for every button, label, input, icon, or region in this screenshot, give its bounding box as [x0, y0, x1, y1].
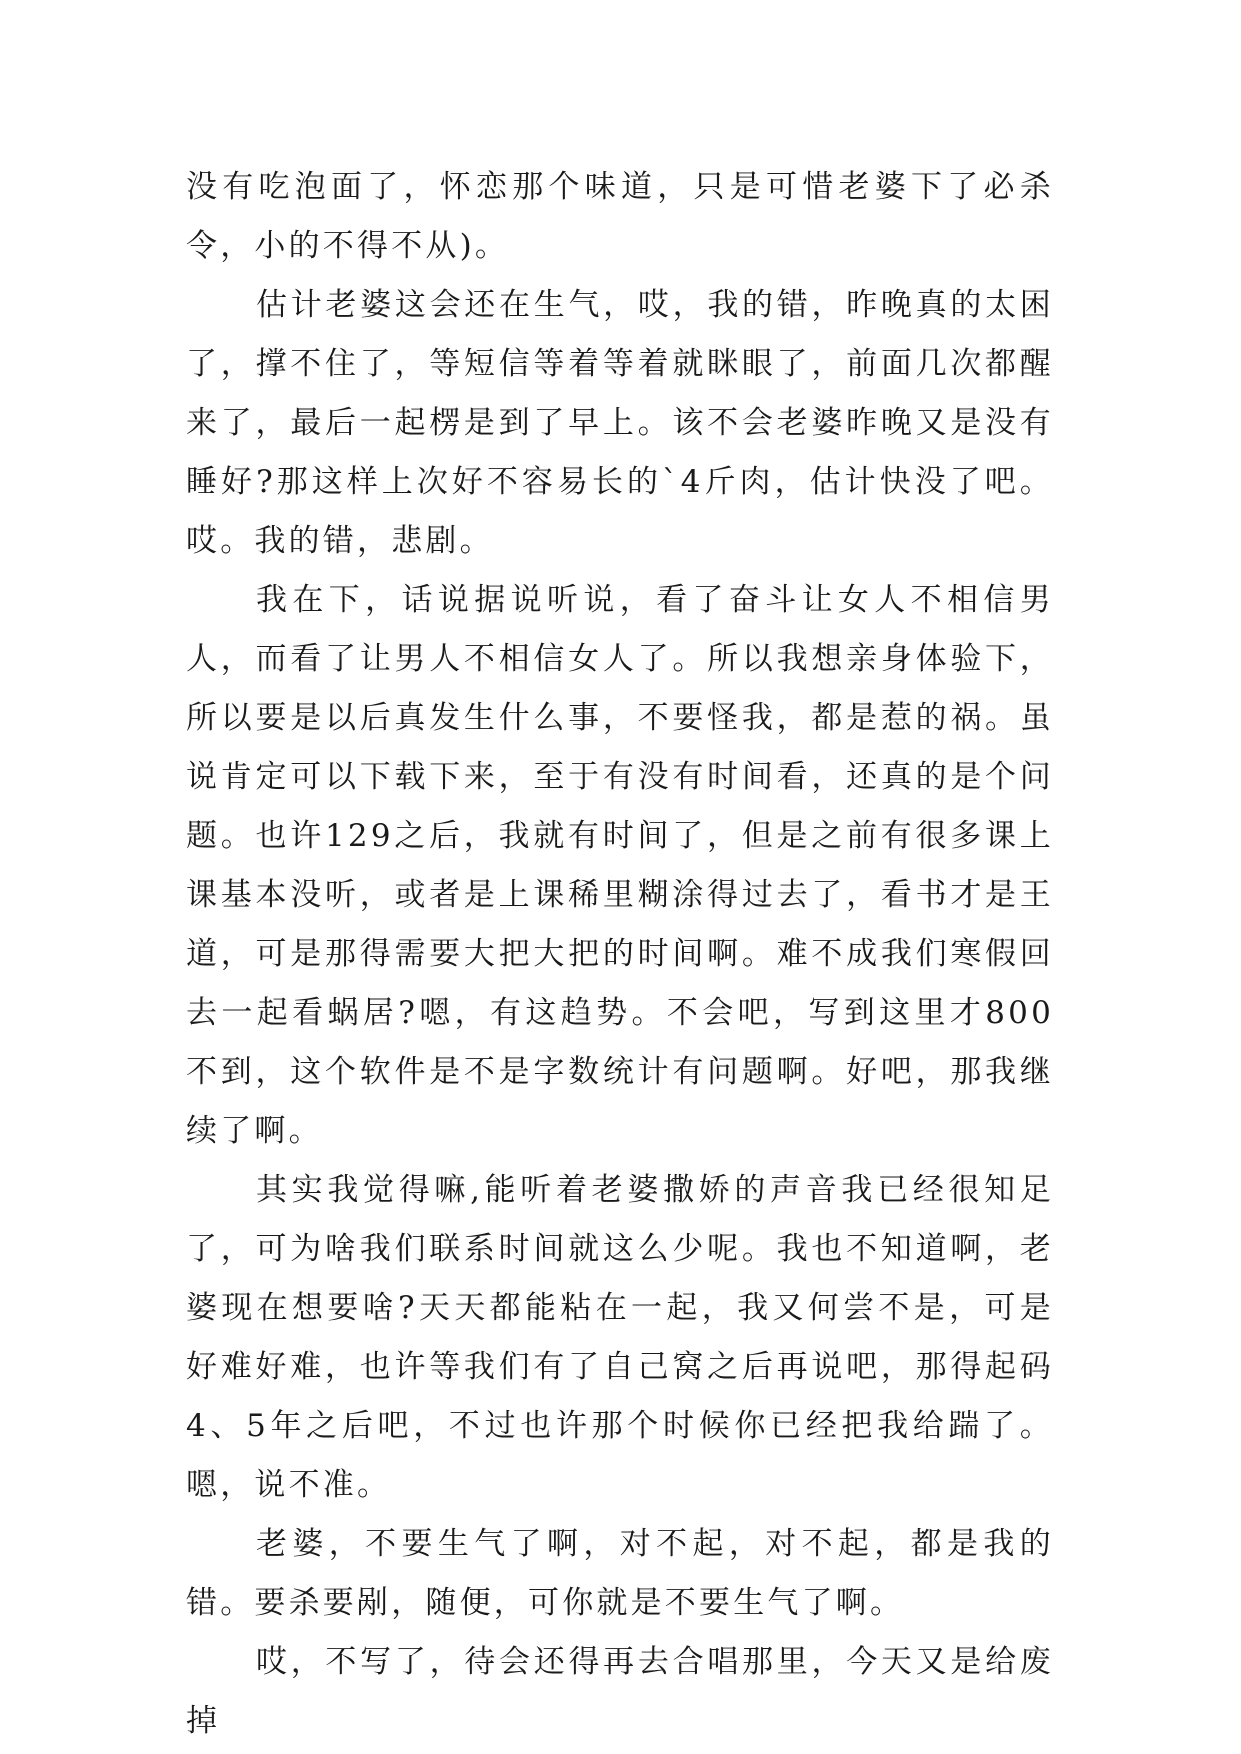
- paragraph: 其实我觉得嘛,能听着老婆撒娇的声音我已经很知足了，可为啥我们联系时间就这么少呢。我也不知道啊，老婆现在想要啥?天天都能粘在一起，我又何尝不是，可是好难好难，也许等我们有了自己窝之后再说吧，那得起码4、5年之后吧，不过也许那个时候你已经把我给踹了。嗯，说不准。: [186, 1172, 1054, 1503]
- paragraph: 没有吃泡面了，怀恋那个味道，只是可惜老婆下了必杀令，小的不得不从)。: [186, 169, 1054, 264]
- paragraph: 我在下，话说据说听说，看了奋斗让女人不相信男人，而看了让男人不相信女人了。所以我想亲身体验下，所以要是以后真发生什么事，不要怪我，都是惹的祸。虽说肯定可以下载下来，至于有没有时间看，还真的是个问题。也许129之后，我就有时间了，但是之前有很多课上课基本没听，或者是上课稀里糊涂得过去了，看书才是王道，可是那得需要大把大把的时间啊。难不成我们寒假回去一起看蜗居?嗯，有这趋势。不会吧，写到这里才800不到，这个软件是不是字数统计有问题啊。好吧，那我继续了啊。: [186, 582, 1054, 1149]
- paragraph: 老婆，不要生气了啊，对不起，对不起，都是我的错。要杀要剐，随便，可你就是不要生气了啊。: [186, 1526, 1054, 1621]
- paragraph: 哎，不写了，待会还得再去合唱那里，今天又是给废掉: [186, 1644, 1054, 1739]
- paragraph: 估计老婆这会还在生气，哎，我的错，昨晚真的太困了，撑不住了，等短信等着等着就眯眼了，前面几次都醒来了，最后一起楞是到了早上。该不会老婆昨晚又是没有睡好?那这样上次好不容易长的`4斤肉，估计快没了吧。哎。我的错，悲剧。: [186, 287, 1054, 559]
- body-text: [186, 158, 1054, 1751]
